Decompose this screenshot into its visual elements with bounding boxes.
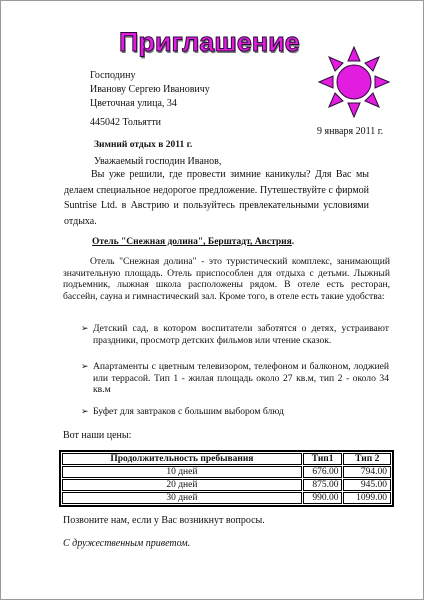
amenity-item: Апартаменты с цветным телевизором, телефоном и балконом, лоджией или террасой. Тип 1 - жилая площадь около 27 кв.м, тип 2 - около 34 кв.м bbox=[93, 361, 389, 395]
prices-table bbox=[59, 450, 394, 507]
table-cell: 676.00 bbox=[303, 466, 343, 478]
table-cell: 10 дней bbox=[62, 466, 302, 478]
table-cell: 945.00 bbox=[343, 479, 391, 491]
table-row bbox=[62, 466, 391, 478]
table-cell: 30 дней bbox=[62, 492, 302, 504]
sun-shape-icon bbox=[317, 45, 391, 119]
prices-intro: Вот наши цены: bbox=[63, 430, 132, 441]
letter-greeting: Уважаемый господин Иванов, bbox=[94, 156, 222, 167]
amenity-item: Детский сад, в котором воспитатели заботятся о детях, устраивают праздники, просмотр детских фильмов или чтение сказок. bbox=[93, 323, 389, 346]
address-line-3: Цветочная улица, 34 bbox=[90, 98, 177, 109]
table-header-cell: Тип 2 bbox=[343, 453, 391, 465]
arrowhead-bullet-icon: ➢ bbox=[81, 324, 89, 334]
address-line-2: Иванову Сергею Ивановичу bbox=[90, 84, 210, 95]
table-cell: 990.00 bbox=[303, 492, 343, 504]
table-cell: 1099.00 bbox=[343, 492, 391, 504]
amenity-item: Буфет для завтраков с большим выбором блюд bbox=[93, 406, 284, 417]
address-line-4: 445042 Тольятти bbox=[90, 117, 161, 128]
table-row bbox=[62, 492, 391, 504]
address-line-1: Господину bbox=[90, 70, 136, 81]
table-header-row bbox=[62, 453, 391, 465]
intro-paragraph: Вы уже решили, где провести зимние каникулы? Для Вас мы делаем специальное недорогое предложение. Путешествуйте с фирмой Suntrise Ltd. в Австрию и пользуйтесь превлекательными условиями отдыха. bbox=[64, 169, 369, 227]
table-cell: 875.00 bbox=[303, 479, 343, 491]
table-cell: 794.00 bbox=[343, 466, 391, 478]
letter-date: 9 января 2011 г. bbox=[317, 126, 384, 137]
signoff-line: С дружественным приветом. bbox=[63, 538, 191, 549]
table-row bbox=[62, 479, 391, 491]
arrowhead-bullet-icon: ➢ bbox=[81, 407, 89, 417]
table-header-cell: Продолжительность пребывания bbox=[62, 453, 302, 465]
hotel-heading-end: . bbox=[291, 237, 295, 247]
hotel-description: Отель "Снежная долина" - это туристический комплекс, занимающий значительную площадь. Отель приспособлен для отдыха с детьми. Лыжный подъемник, лыжная школа расположены рядом. В отеле есть ресторан, бассейн, сауна и гимнастический зал. Кроме того, в отеле есть такие удобства: bbox=[63, 256, 390, 302]
hotel-heading bbox=[92, 236, 294, 248]
arrowhead-bullet-icon: ➢ bbox=[81, 362, 89, 372]
letter-subject: Зимний отдых в 2011 г. bbox=[94, 140, 193, 150]
page-title: Приглашение bbox=[119, 27, 300, 57]
table-header-cell: Тип1 bbox=[303, 453, 343, 465]
closing-line: Позвоните нам, если у Вас возникнут вопросы. bbox=[63, 515, 265, 526]
table-cell: 20 дней bbox=[62, 479, 302, 491]
hotel-heading-text: Отель "Снежная долина", Берштадт, Австрия bbox=[92, 237, 292, 247]
